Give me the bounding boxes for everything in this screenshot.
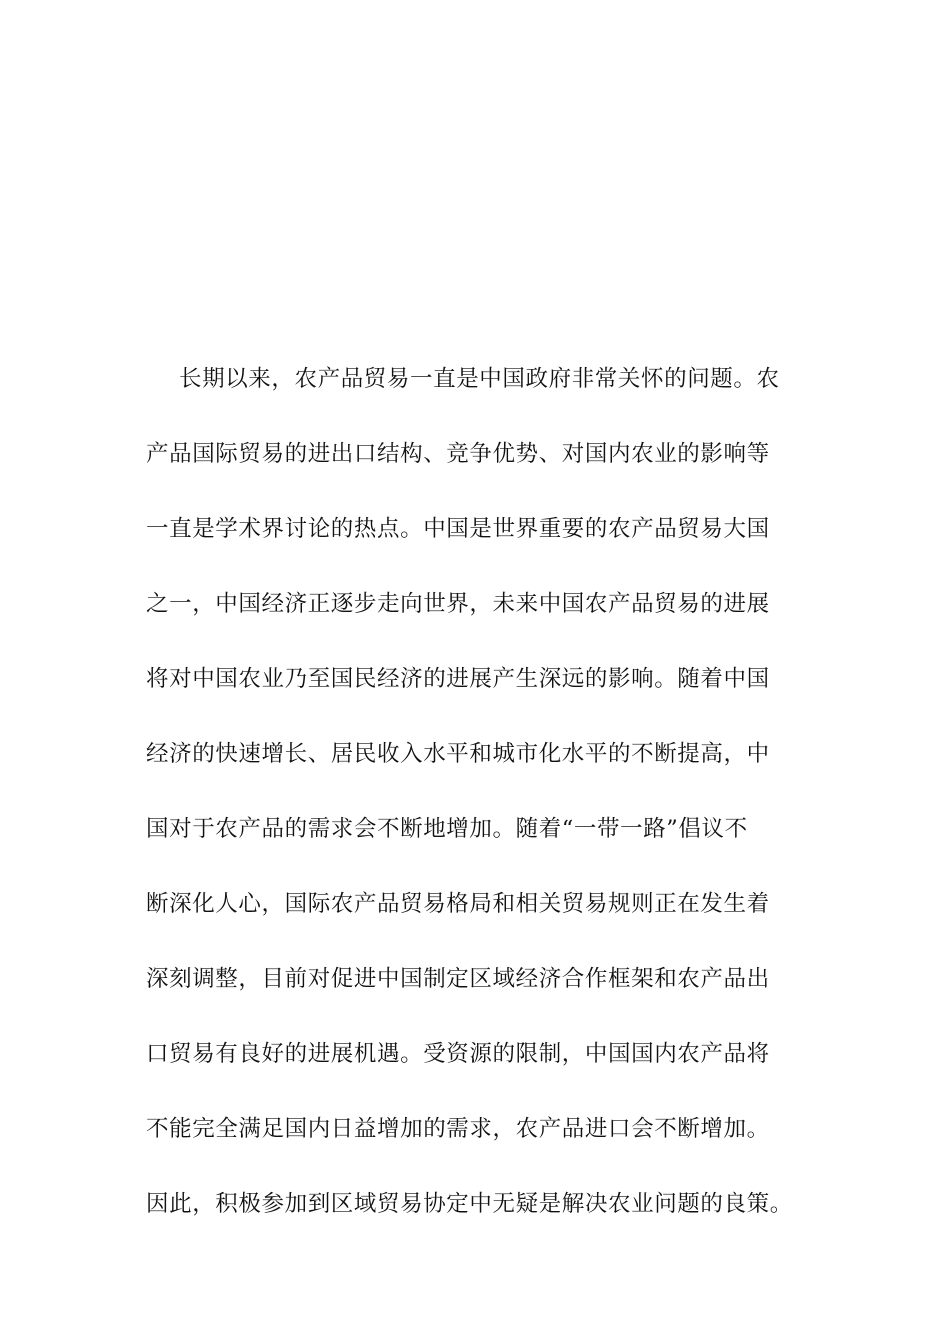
paragraph-line: 将对中国农业乃至国民经济的进展产生深远的影响。随着中国	[146, 666, 770, 692]
paragraph-line: 经济的快速增长、居民收入水平和城市化水平的不断提高，中	[146, 741, 770, 767]
paragraph-line: 不能完全满足国内日益增加的需求，农产品进口会不断增加。	[146, 1116, 770, 1142]
paragraph-line: 深刻调整，目前对促进中国制定区域经济合作框架和农产品出	[146, 966, 770, 992]
paragraph-line: 一直是学术界讨论的热点。中国是世界重要的农产品贸易大国	[146, 516, 770, 542]
body-paragraph	[146, 359, 806, 1259]
paragraph-line: 国对于农产品的需求会不断地增加。随着“一带一路”倡议不	[146, 816, 748, 842]
paragraph-line: 产品国际贸易的进出口结构、竞争优势、对国内农业的影响等	[146, 441, 770, 467]
paragraph-line: 口贸易有良好的进展机遇。受资源的限制，中国国内农产品将	[146, 1041, 770, 1067]
paragraph-line: 之一，中国经济正逐步走向世界，未来中国农产品贸易的进展	[146, 591, 770, 617]
paragraph-line: 因此，积极参加到区域贸易协定中无疑是解决农业问题的良策。	[146, 1191, 793, 1217]
paragraph-line: 断深化人心，国际农产品贸易格局和相关贸易规则正在发生着	[146, 891, 770, 917]
paragraph-line: 长期以来，农产品贸易一直是中国政府非常关怀的问题。农	[179, 366, 780, 392]
